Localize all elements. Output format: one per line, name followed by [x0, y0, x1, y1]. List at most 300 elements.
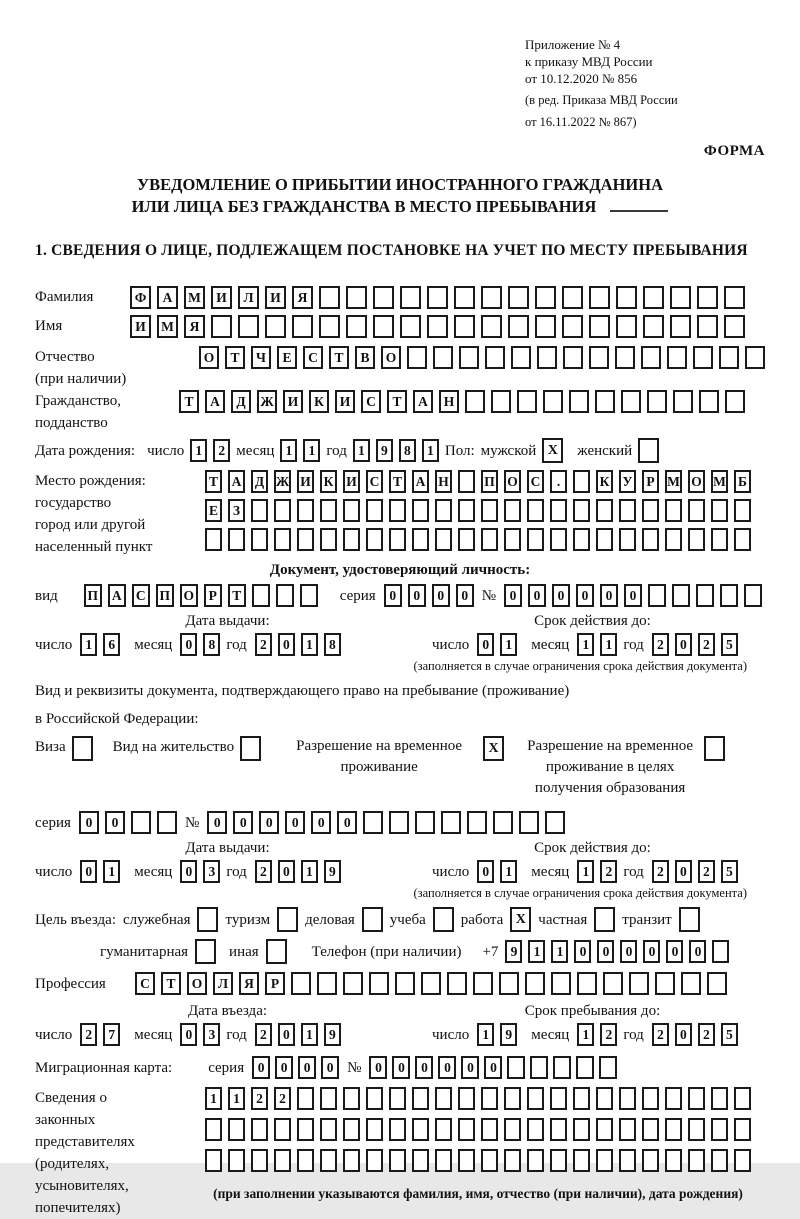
char-box[interactable] [251, 1118, 268, 1141]
patronymic-boxes[interactable] [199, 346, 765, 369]
char-box[interactable]: 0 [369, 1056, 387, 1079]
char-box[interactable]: А [412, 470, 429, 493]
char-box[interactable]: С [361, 390, 381, 413]
residence-number-boxes[interactable] [207, 811, 565, 834]
char-box[interactable] [596, 499, 613, 522]
char-box[interactable]: П [156, 584, 174, 607]
char-box[interactable]: Т [387, 390, 407, 413]
char-box[interactable]: 0 [624, 584, 642, 607]
char-box[interactable]: 0 [321, 1056, 339, 1079]
char-box[interactable]: 0 [384, 584, 402, 607]
char-box[interactable]: 2 [255, 633, 272, 656]
char-box[interactable]: 0 [477, 860, 494, 883]
valid-month-boxes[interactable] [577, 633, 617, 656]
char-box[interactable]: 1 [577, 633, 594, 656]
char-box[interactable]: 2 [251, 1087, 268, 1110]
char-box[interactable] [297, 1087, 314, 1110]
char-box[interactable]: 2 [80, 1023, 97, 1046]
char-box[interactable] [435, 1118, 452, 1141]
char-box[interactable] [621, 390, 641, 413]
char-box[interactable] [389, 1087, 406, 1110]
char-box[interactable]: Т [329, 346, 349, 369]
char-box[interactable] [527, 1087, 544, 1110]
stay-month-boxes[interactable] [577, 1023, 617, 1046]
char-box[interactable]: 6 [103, 633, 120, 656]
char-box[interactable]: 0 [105, 811, 125, 834]
char-box[interactable]: 5 [721, 633, 738, 656]
char-box[interactable] [550, 528, 567, 551]
char-box[interactable] [297, 1149, 314, 1172]
stay-day-boxes[interactable] [477, 1023, 517, 1046]
char-box[interactable] [719, 346, 739, 369]
char-box[interactable]: 0 [675, 860, 692, 883]
char-box[interactable]: 9 [324, 1023, 341, 1046]
birthplace-boxes-row1[interactable] [205, 470, 751, 493]
char-box[interactable]: 0 [675, 633, 692, 656]
char-box[interactable] [527, 499, 544, 522]
doc-kind-boxes[interactable] [84, 584, 318, 607]
char-box[interactable] [619, 1087, 636, 1110]
char-box[interactable]: П [481, 470, 498, 493]
char-box[interactable] [228, 1118, 245, 1141]
char-box[interactable] [527, 1149, 544, 1172]
char-box[interactable] [251, 1149, 268, 1172]
name-boxes[interactable] [130, 315, 745, 338]
char-box[interactable]: 0 [392, 1056, 410, 1079]
temp-residence-checkbox[interactable]: X [483, 736, 504, 761]
char-box[interactable]: 1 [205, 1087, 222, 1110]
char-box[interactable] [319, 315, 340, 338]
char-box[interactable] [205, 1118, 222, 1141]
char-box[interactable]: 1 [500, 633, 517, 656]
char-box[interactable]: 0 [432, 584, 450, 607]
phone-boxes[interactable] [505, 940, 729, 963]
char-box[interactable] [699, 390, 719, 413]
stay-year-boxes[interactable] [652, 1023, 738, 1046]
char-box[interactable] [745, 346, 765, 369]
res-valid-year-boxes[interactable] [652, 860, 738, 883]
char-box[interactable]: 0 [408, 584, 426, 607]
representatives-boxes-row2[interactable] [205, 1118, 751, 1141]
char-box[interactable] [642, 528, 659, 551]
char-box[interactable] [373, 286, 394, 309]
char-box[interactable]: А [108, 584, 126, 607]
char-box[interactable]: К [309, 390, 329, 413]
char-box[interactable] [619, 1149, 636, 1172]
char-box[interactable]: 2 [213, 439, 230, 462]
char-box[interactable] [320, 528, 337, 551]
citizenship-boxes[interactable] [179, 390, 745, 413]
char-box[interactable]: М [665, 470, 682, 493]
char-box[interactable]: И [297, 470, 314, 493]
char-box[interactable]: 0 [180, 633, 197, 656]
char-box[interactable] [508, 315, 529, 338]
char-box[interactable] [655, 972, 675, 995]
char-box[interactable]: 1 [80, 633, 97, 656]
char-box[interactable] [589, 346, 609, 369]
profession-boxes[interactable] [135, 972, 727, 995]
char-box[interactable] [665, 1087, 682, 1110]
char-box[interactable]: 0 [252, 1056, 270, 1079]
char-box[interactable]: Б [734, 470, 751, 493]
char-box[interactable]: 8 [399, 439, 416, 462]
char-box[interactable]: 2 [255, 860, 272, 883]
char-box[interactable]: 0 [456, 584, 474, 607]
migration-series-boxes[interactable] [252, 1056, 339, 1079]
char-box[interactable] [435, 1087, 452, 1110]
char-box[interactable] [389, 1118, 406, 1141]
valid-year-boxes[interactable] [652, 633, 738, 656]
char-box[interactable]: Р [642, 470, 659, 493]
char-box[interactable] [504, 1149, 521, 1172]
char-box[interactable] [458, 1118, 475, 1141]
char-box[interactable] [251, 528, 268, 551]
char-box[interactable] [458, 470, 475, 493]
char-box[interactable]: 0 [600, 584, 618, 607]
char-box[interactable]: Я [239, 972, 259, 995]
res-valid-day-boxes[interactable] [477, 860, 517, 883]
char-box[interactable]: 0 [484, 1056, 502, 1079]
char-box[interactable] [251, 499, 268, 522]
char-box[interactable]: 2 [698, 1023, 715, 1046]
char-box[interactable]: А [413, 390, 433, 413]
char-box[interactable] [599, 1056, 617, 1079]
char-box[interactable]: А [205, 390, 225, 413]
char-box[interactable] [527, 1118, 544, 1141]
char-box[interactable] [465, 390, 485, 413]
char-box[interactable] [711, 499, 728, 522]
char-box[interactable]: Ч [251, 346, 271, 369]
char-box[interactable]: М [184, 286, 205, 309]
char-box[interactable] [720, 584, 738, 607]
char-box[interactable]: 0 [278, 1023, 295, 1046]
char-box[interactable]: О [187, 972, 207, 995]
char-box[interactable] [317, 972, 337, 995]
char-box[interactable] [343, 1087, 360, 1110]
char-box[interactable]: Т [389, 470, 406, 493]
char-box[interactable] [473, 972, 493, 995]
issue-day-boxes[interactable] [80, 633, 120, 656]
char-box[interactable] [711, 1087, 728, 1110]
char-box[interactable] [616, 315, 637, 338]
char-box[interactable]: И [130, 315, 151, 338]
char-box[interactable] [205, 528, 222, 551]
char-box[interactable]: А [157, 286, 178, 309]
char-box[interactable]: Л [213, 972, 233, 995]
char-box[interactable]: 0 [597, 940, 614, 963]
char-box[interactable] [320, 1149, 337, 1172]
char-box[interactable]: М [157, 315, 178, 338]
char-box[interactable] [551, 972, 571, 995]
char-box[interactable] [276, 584, 294, 607]
char-box[interactable]: 1 [577, 1023, 594, 1046]
char-box[interactable]: 0 [689, 940, 706, 963]
char-box[interactable] [643, 286, 664, 309]
char-box[interactable] [481, 499, 498, 522]
char-box[interactable]: 0 [576, 584, 594, 607]
char-box[interactable] [131, 811, 151, 834]
residence-series-boxes[interactable] [79, 811, 177, 834]
char-box[interactable] [589, 286, 610, 309]
char-box[interactable] [697, 315, 718, 338]
char-box[interactable]: 0 [278, 860, 295, 883]
char-box[interactable]: 0 [337, 811, 357, 834]
char-box[interactable] [274, 528, 291, 551]
char-box[interactable]: 1 [528, 940, 545, 963]
char-box[interactable]: 9 [324, 860, 341, 883]
purpose-chastnaya-checkbox[interactable] [594, 907, 615, 932]
char-box[interactable] [389, 528, 406, 551]
char-box[interactable] [454, 315, 475, 338]
char-box[interactable] [274, 499, 291, 522]
birth-year-boxes[interactable] [353, 439, 439, 462]
representatives-boxes-row1[interactable] [205, 1087, 751, 1110]
char-box[interactable]: 0 [259, 811, 279, 834]
doc-number-boxes[interactable] [504, 584, 762, 607]
char-box[interactable]: 0 [675, 1023, 692, 1046]
char-box[interactable] [485, 346, 505, 369]
char-box[interactable]: 2 [274, 1087, 291, 1110]
char-box[interactable] [508, 286, 529, 309]
char-box[interactable]: 2 [652, 1023, 669, 1046]
char-box[interactable] [441, 811, 461, 834]
char-box[interactable] [707, 972, 727, 995]
char-box[interactable] [665, 1149, 682, 1172]
char-box[interactable]: 1 [600, 633, 617, 656]
char-box[interactable]: 0 [278, 633, 295, 656]
char-box[interactable]: 0 [528, 584, 546, 607]
char-box[interactable]: 2 [698, 633, 715, 656]
char-box[interactable] [550, 499, 567, 522]
char-box[interactable] [603, 972, 623, 995]
char-box[interactable] [297, 1118, 314, 1141]
char-box[interactable] [458, 499, 475, 522]
char-box[interactable] [665, 499, 682, 522]
char-box[interactable]: И [283, 390, 303, 413]
char-box[interactable] [499, 972, 519, 995]
char-box[interactable] [734, 499, 751, 522]
char-box[interactable] [366, 1149, 383, 1172]
char-box[interactable] [670, 315, 691, 338]
char-box[interactable] [274, 1149, 291, 1172]
purpose-delovaya-checkbox[interactable] [362, 907, 383, 932]
char-box[interactable] [504, 1087, 521, 1110]
char-box[interactable] [292, 315, 313, 338]
char-box[interactable] [511, 346, 531, 369]
char-box[interactable] [681, 972, 701, 995]
char-box[interactable] [481, 286, 502, 309]
surname-boxes[interactable] [130, 286, 745, 309]
purpose-gumanitarnaya-checkbox[interactable] [195, 939, 216, 964]
char-box[interactable] [343, 1149, 360, 1172]
entry-year-boxes[interactable] [255, 1023, 341, 1046]
char-box[interactable] [412, 499, 429, 522]
residence-permit-checkbox[interactable] [240, 736, 261, 761]
purpose-inaya-checkbox[interactable] [266, 939, 287, 964]
char-box[interactable]: К [596, 470, 613, 493]
char-box[interactable] [569, 390, 589, 413]
purpose-turizm-checkbox[interactable] [277, 907, 298, 932]
char-box[interactable]: И [265, 286, 286, 309]
char-box[interactable] [412, 1087, 429, 1110]
char-box[interactable] [535, 286, 556, 309]
purpose-ucheba-checkbox[interactable] [433, 907, 454, 932]
char-box[interactable]: 0 [311, 811, 331, 834]
char-box[interactable]: 0 [275, 1056, 293, 1079]
char-box[interactable] [228, 1149, 245, 1172]
char-box[interactable] [346, 315, 367, 338]
res-issue-month-boxes[interactable] [180, 860, 220, 883]
char-box[interactable] [673, 390, 693, 413]
char-box[interactable] [712, 940, 729, 963]
char-box[interactable]: С [303, 346, 323, 369]
char-box[interactable] [366, 499, 383, 522]
char-box[interactable] [400, 315, 421, 338]
char-box[interactable]: Д [231, 390, 251, 413]
char-box[interactable]: 0 [79, 811, 99, 834]
char-box[interactable] [697, 286, 718, 309]
sex-male-checkbox[interactable]: X [542, 438, 563, 463]
char-box[interactable]: 2 [600, 1023, 617, 1046]
char-box[interactable] [619, 1118, 636, 1141]
char-box[interactable] [504, 1118, 521, 1141]
char-box[interactable] [596, 1149, 613, 1172]
birth-day-boxes[interactable] [190, 439, 230, 462]
char-box[interactable] [343, 528, 360, 551]
char-box[interactable]: 1 [577, 860, 594, 883]
char-box[interactable] [615, 346, 635, 369]
char-box[interactable]: К [320, 470, 337, 493]
char-box[interactable] [366, 1087, 383, 1110]
char-box[interactable] [647, 390, 667, 413]
char-box[interactable]: У [619, 470, 636, 493]
char-box[interactable] [648, 584, 666, 607]
char-box[interactable] [389, 499, 406, 522]
char-box[interactable]: 1 [551, 940, 568, 963]
char-box[interactable] [412, 1149, 429, 1172]
char-box[interactable]: Д [251, 470, 268, 493]
char-box[interactable]: 0 [666, 940, 683, 963]
char-box[interactable]: Т [179, 390, 199, 413]
char-box[interactable] [665, 528, 682, 551]
char-box[interactable]: 0 [80, 860, 97, 883]
char-box[interactable] [642, 1149, 659, 1172]
char-box[interactable]: 0 [461, 1056, 479, 1079]
char-box[interactable]: Т [228, 584, 246, 607]
char-box[interactable] [447, 972, 467, 995]
char-box[interactable] [407, 346, 427, 369]
char-box[interactable] [252, 584, 270, 607]
char-box[interactable] [519, 811, 539, 834]
char-box[interactable] [573, 1087, 590, 1110]
char-box[interactable] [550, 1087, 567, 1110]
char-box[interactable] [527, 528, 544, 551]
char-box[interactable]: 9 [505, 940, 522, 963]
char-box[interactable] [573, 499, 590, 522]
char-box[interactable] [629, 972, 649, 995]
char-box[interactable] [672, 584, 690, 607]
char-box[interactable] [725, 390, 745, 413]
birth-month-boxes[interactable] [280, 439, 320, 462]
char-box[interactable]: Т [161, 972, 181, 995]
char-box[interactable]: С [366, 470, 383, 493]
char-box[interactable]: 3 [203, 1023, 220, 1046]
char-box[interactable] [688, 499, 705, 522]
char-box[interactable]: 1 [280, 439, 297, 462]
char-box[interactable] [320, 499, 337, 522]
char-box[interactable]: 5 [721, 1023, 738, 1046]
char-box[interactable] [596, 1118, 613, 1141]
visa-checkbox[interactable] [72, 736, 93, 761]
char-box[interactable]: 0 [477, 633, 494, 656]
char-box[interactable] [205, 1149, 222, 1172]
char-box[interactable]: П [84, 584, 102, 607]
char-box[interactable] [535, 315, 556, 338]
char-box[interactable] [238, 315, 259, 338]
char-box[interactable]: 1 [422, 439, 439, 462]
char-box[interactable] [320, 1087, 337, 1110]
char-box[interactable] [369, 972, 389, 995]
char-box[interactable]: 1 [353, 439, 370, 462]
char-box[interactable] [545, 811, 565, 834]
purpose-sluzhebnaya-checkbox[interactable] [197, 907, 218, 932]
char-box[interactable]: Н [435, 470, 452, 493]
purpose-tranzit-checkbox[interactable] [679, 907, 700, 932]
char-box[interactable]: Т [205, 470, 222, 493]
char-box[interactable]: 8 [324, 633, 341, 656]
char-box[interactable]: 1 [500, 860, 517, 883]
char-box[interactable]: О [504, 470, 521, 493]
char-box[interactable] [389, 1149, 406, 1172]
char-box[interactable] [553, 1056, 571, 1079]
char-box[interactable] [366, 528, 383, 551]
char-box[interactable]: 2 [698, 860, 715, 883]
char-box[interactable] [711, 1118, 728, 1141]
char-box[interactable]: Я [292, 286, 313, 309]
char-box[interactable] [643, 315, 664, 338]
char-box[interactable] [481, 315, 502, 338]
issue-year-boxes[interactable] [255, 633, 341, 656]
char-box[interactable] [297, 528, 314, 551]
char-box[interactable] [458, 528, 475, 551]
char-box[interactable] [641, 346, 661, 369]
char-box[interactable] [343, 499, 360, 522]
char-box[interactable] [343, 972, 363, 995]
char-box[interactable] [412, 528, 429, 551]
char-box[interactable] [427, 286, 448, 309]
char-box[interactable] [504, 499, 521, 522]
char-box[interactable]: О [199, 346, 219, 369]
char-box[interactable] [595, 390, 615, 413]
char-box[interactable] [228, 528, 245, 551]
char-box[interactable] [693, 346, 713, 369]
char-box[interactable]: С [135, 972, 155, 995]
char-box[interactable]: 7 [103, 1023, 120, 1046]
char-box[interactable]: 1 [303, 439, 320, 462]
char-box[interactable]: 0 [298, 1056, 316, 1079]
char-box[interactable] [320, 1118, 337, 1141]
char-box[interactable] [363, 811, 383, 834]
char-box[interactable] [734, 528, 751, 551]
char-box[interactable] [616, 286, 637, 309]
char-box[interactable]: 0 [643, 940, 660, 963]
char-box[interactable] [573, 1118, 590, 1141]
issue-month-boxes[interactable] [180, 633, 220, 656]
char-box[interactable] [562, 286, 583, 309]
char-box[interactable]: И [343, 470, 360, 493]
entry-month-boxes[interactable] [180, 1023, 220, 1046]
char-box[interactable] [563, 346, 583, 369]
